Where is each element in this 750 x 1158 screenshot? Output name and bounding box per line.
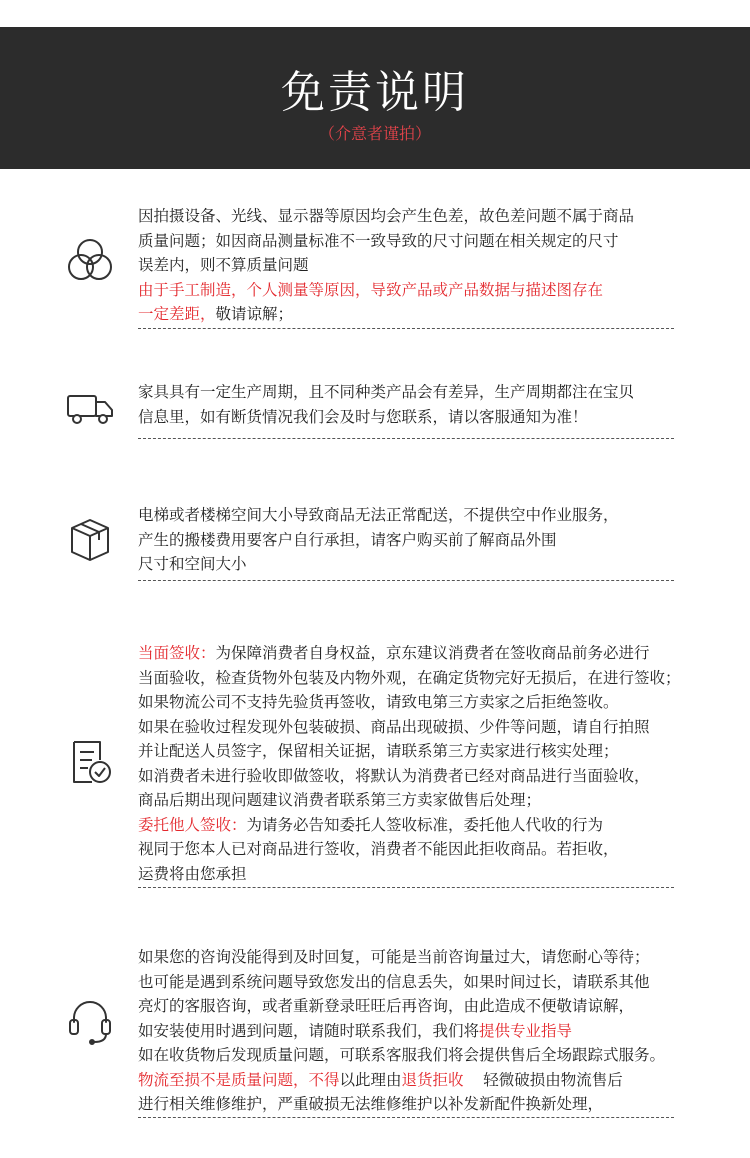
text-line: 如消费者未进行验收即做签收，将默认为消费者已经对商品进行当面验收， [138, 766, 650, 785]
text-line: 尺寸和空间大小 [138, 555, 247, 573]
section-divider [138, 438, 674, 439]
text-line: 家具具有一定生产周期，且不同种类产品会有差异，生产周期都注在宝贝 [138, 383, 635, 401]
text-line: 如在收货物后发现质量问题，可联系客服我们将会提供售后全场跟踪式服务。 [138, 1046, 666, 1064]
page-subtitle: （介意者谨拍） [318, 124, 431, 143]
text-line: 因拍摄设备、光线、显示器等原因均会产生色差，故色差问题不属于商品 [138, 207, 635, 225]
text-line: 质量问题；如因商品测量标准不一致导致的尺寸问题在相关规定的尺寸 [138, 231, 619, 250]
text-line-highlight: 由于手工制造，个人测量等原因，导致产品或产品数据与描述图存在 [138, 280, 604, 299]
text-line: 误差内，则不算质量问题 [138, 256, 309, 274]
box-icon [62, 512, 118, 568]
text-line: 亮灯的客服咨询，或者重新登录旺旺后再咨询，由此造成不便敬请谅解， [138, 997, 635, 1015]
text-line: 当面签收：为保障消费者自身权益，京东建议消费者在签收商品前务必进行 [138, 644, 650, 662]
color-circles-icon [62, 233, 118, 289]
text-line: 运费将由您承担 [138, 864, 247, 883]
text-line: 产生的搬楼费用要客户自行承担，请客户购买前了解商品外围 [138, 530, 557, 549]
text-line: 当面验收，检查货物外包装及内物外观，在确定货物完好无损后，在进行签收； [138, 668, 681, 687]
header-banner [0, 27, 750, 169]
headset-icon [62, 992, 118, 1048]
section-divider [138, 1117, 674, 1118]
text-line: 视同于您本人已对商品进行签收，消费者不能因此拒收商品。若拒收， [138, 840, 619, 858]
section-divider [138, 580, 674, 581]
text-line: 商品后期出现问题建议消费者联系第三方卖家做售后处理； [138, 791, 542, 809]
text-line: 进行相关维修维护，严重破损无法维修维护以补发新配件换新处理， [138, 1095, 604, 1113]
text-line: 物流至损不是质量问题，不得以此理由退货拒收 轻微破损由物流售后 [138, 1070, 623, 1089]
text-line: 电梯或者楼梯空间大小导致商品无法正常配送，不提供空中作业服务， [138, 506, 619, 524]
text-line: 也可能是遇到系统问题导致您发出的信息丢失，如果时间过长，请联系其他 [138, 972, 650, 991]
text-line: 委托他人签收：为请务必告知委托人签收标准，委托他人代收的行为 [138, 815, 604, 834]
text-line: 如果物流公司不支持先验货再签收，请致电第三方卖家之后拒绝签收。 [138, 693, 619, 711]
truck-icon [62, 380, 118, 436]
text-line: 如果在验收过程发现外包装破损、商品出现破损、少件等问题，请自行拍照 [138, 717, 650, 736]
checklist-icon [62, 734, 118, 790]
section-divider [138, 887, 674, 888]
text-line-highlight: 一定差距，敬请谅解； [138, 305, 294, 323]
page-title: 免责说明 [281, 67, 469, 118]
text-line: 如安装使用时遇到问题，请随时联系我们，我们将提供专业指导 [138, 1021, 573, 1040]
text-line: 如果您的咨询没能得到及时回复，可能是当前咨询量过大，请您耐心等待； [138, 948, 650, 966]
text-line: 并让配送人员签字，保留相关证据，请联系第三方卖家进行核实处理； [138, 742, 619, 760]
text-line: 信息里，如有断货情况我们会及时与您联系，请以客服通知为准！ [138, 407, 588, 426]
section-divider [138, 328, 674, 329]
